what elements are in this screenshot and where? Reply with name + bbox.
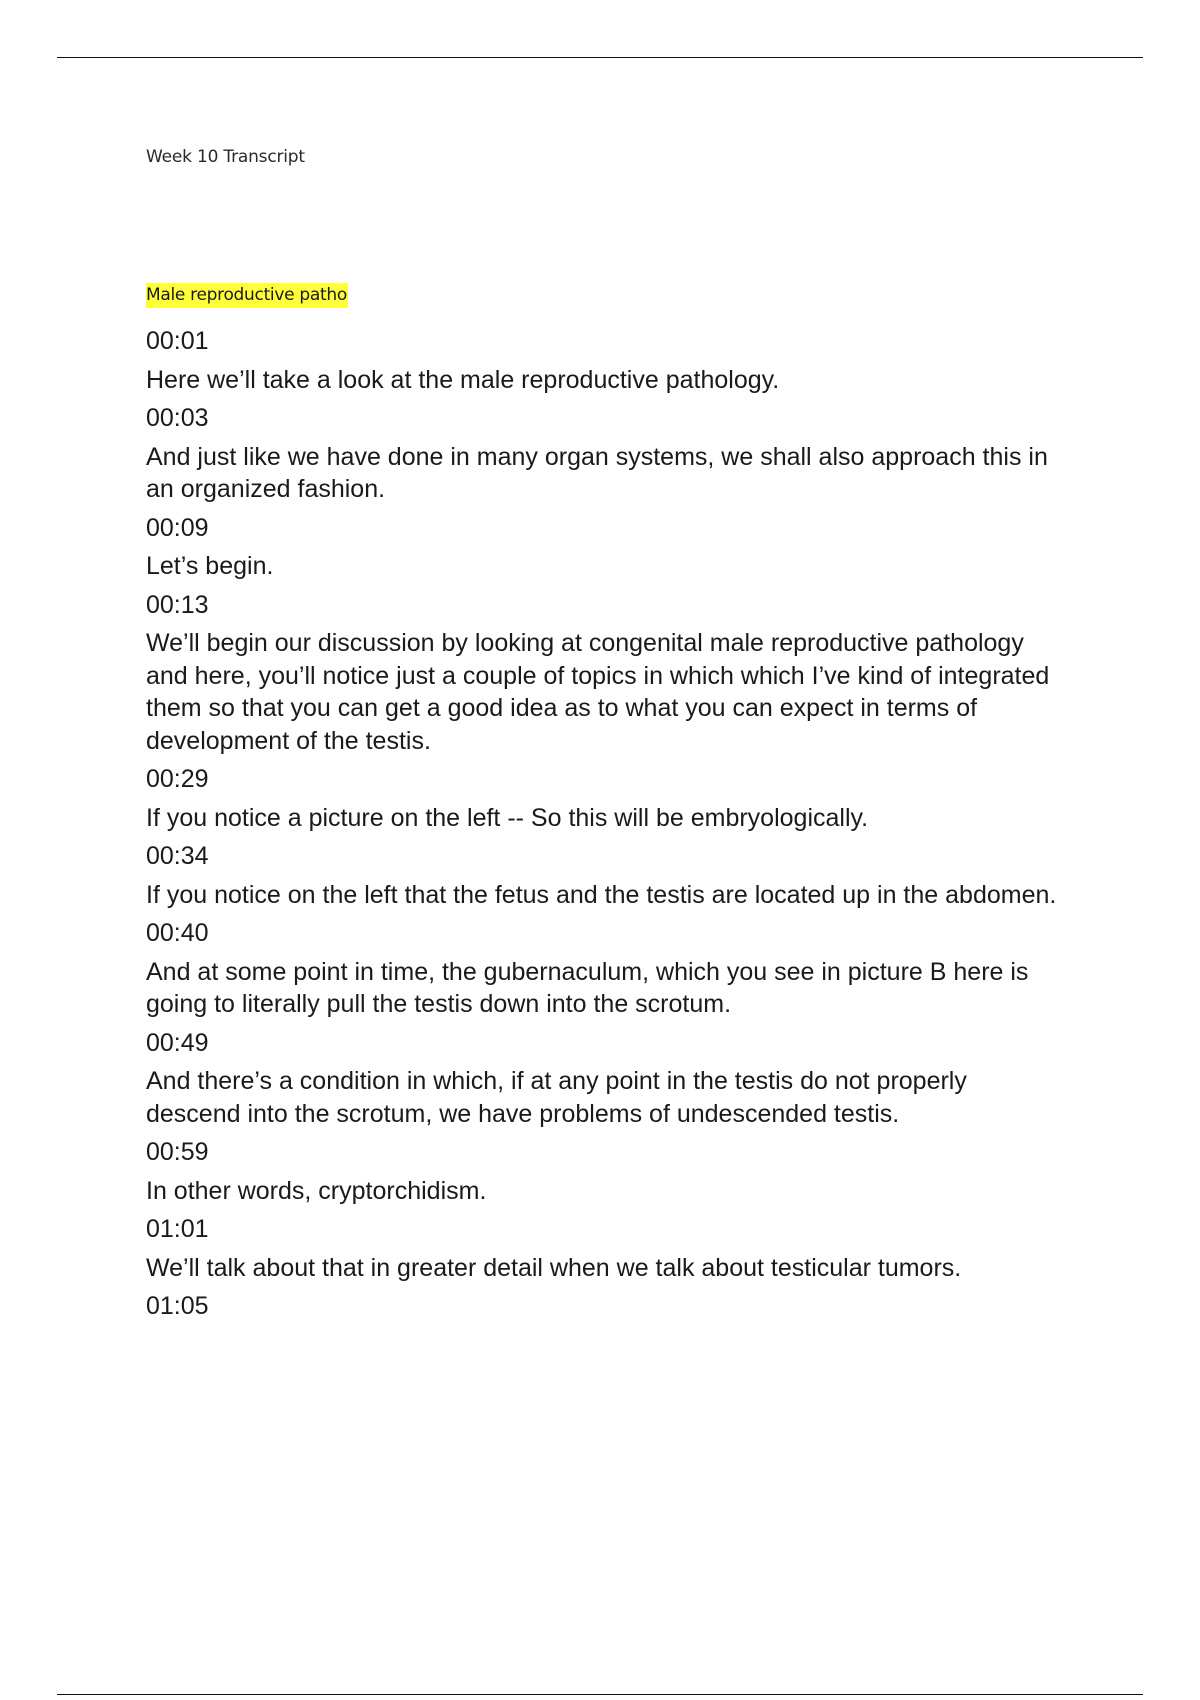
transcript-entry [146,589,1066,758]
page-header-title: Week 10 Transcript [146,147,305,167]
transcript-entry [146,763,1066,834]
section-heading-highlighted: Male reproductive patho [146,283,348,308]
transcript-text: And just like we have done in many organ systems, we shall also approach this in an organized fashion. [146,442,1048,503]
transcript-text: Let’s begin. [146,552,274,580]
timestamp: 00:01 [146,327,209,355]
timestamp: 01:01 [146,1215,209,1243]
timestamp: 00:49 [146,1028,209,1057]
transcript-text: In other words, cryptorchidism. [146,1176,487,1205]
transcript-entry [146,1213,1066,1284]
timestamp: 00:40 [146,919,209,947]
bottom-rule [57,1694,1143,1695]
transcript-text: And at some point in time, the gubernaculum, which you see in picture B here is going to literally pull the testis down into the scrotum. [146,957,1029,1018]
timestamp: 00:13 [146,590,209,619]
timestamp: 00:03 [146,404,209,432]
transcript-entry [146,325,1066,396]
transcript-entry [146,1136,1066,1207]
transcript-text: Here we’ll take a look at the male reproductive pathology. [146,365,780,394]
timestamp: 00:29 [146,765,209,793]
transcript-entry [146,917,1066,1021]
timestamp: 00:09 [146,513,209,542]
transcript-text: We’ll begin our discussion by looking at congenital male reproductive pathology and here, you’ll notice just a couple of topics in which which I’ve kind of integrated them so that you can get a good idea as to what you can expect in terms of development of the testis. [146,629,1050,755]
top-rule [57,57,1143,58]
transcript-body [146,325,1066,1329]
transcript-entry [146,512,1066,583]
timestamp: 00:34 [146,842,209,870]
timestamp: 00:59 [146,1138,209,1166]
transcript-entry [146,1290,1066,1323]
timestamp: 01:05 [146,1292,209,1320]
transcript-text: We’ll talk about that in greater detail when we talk about testicular tumors. [146,1253,962,1282]
transcript-entry [146,402,1066,506]
transcript-text: And there’s a condition in which, if at any point in the testis do not properly descend into the scrotum, we have problems of undescended testis. [146,1067,967,1128]
transcript-text: If you notice on the left that the fetus and the testis are located up in the abdomen. [146,880,1057,909]
transcript-entry [146,1027,1066,1131]
transcript-text: If you notice a picture on the left -- So this will be embryologically. [146,803,869,832]
transcript-entry [146,840,1066,911]
